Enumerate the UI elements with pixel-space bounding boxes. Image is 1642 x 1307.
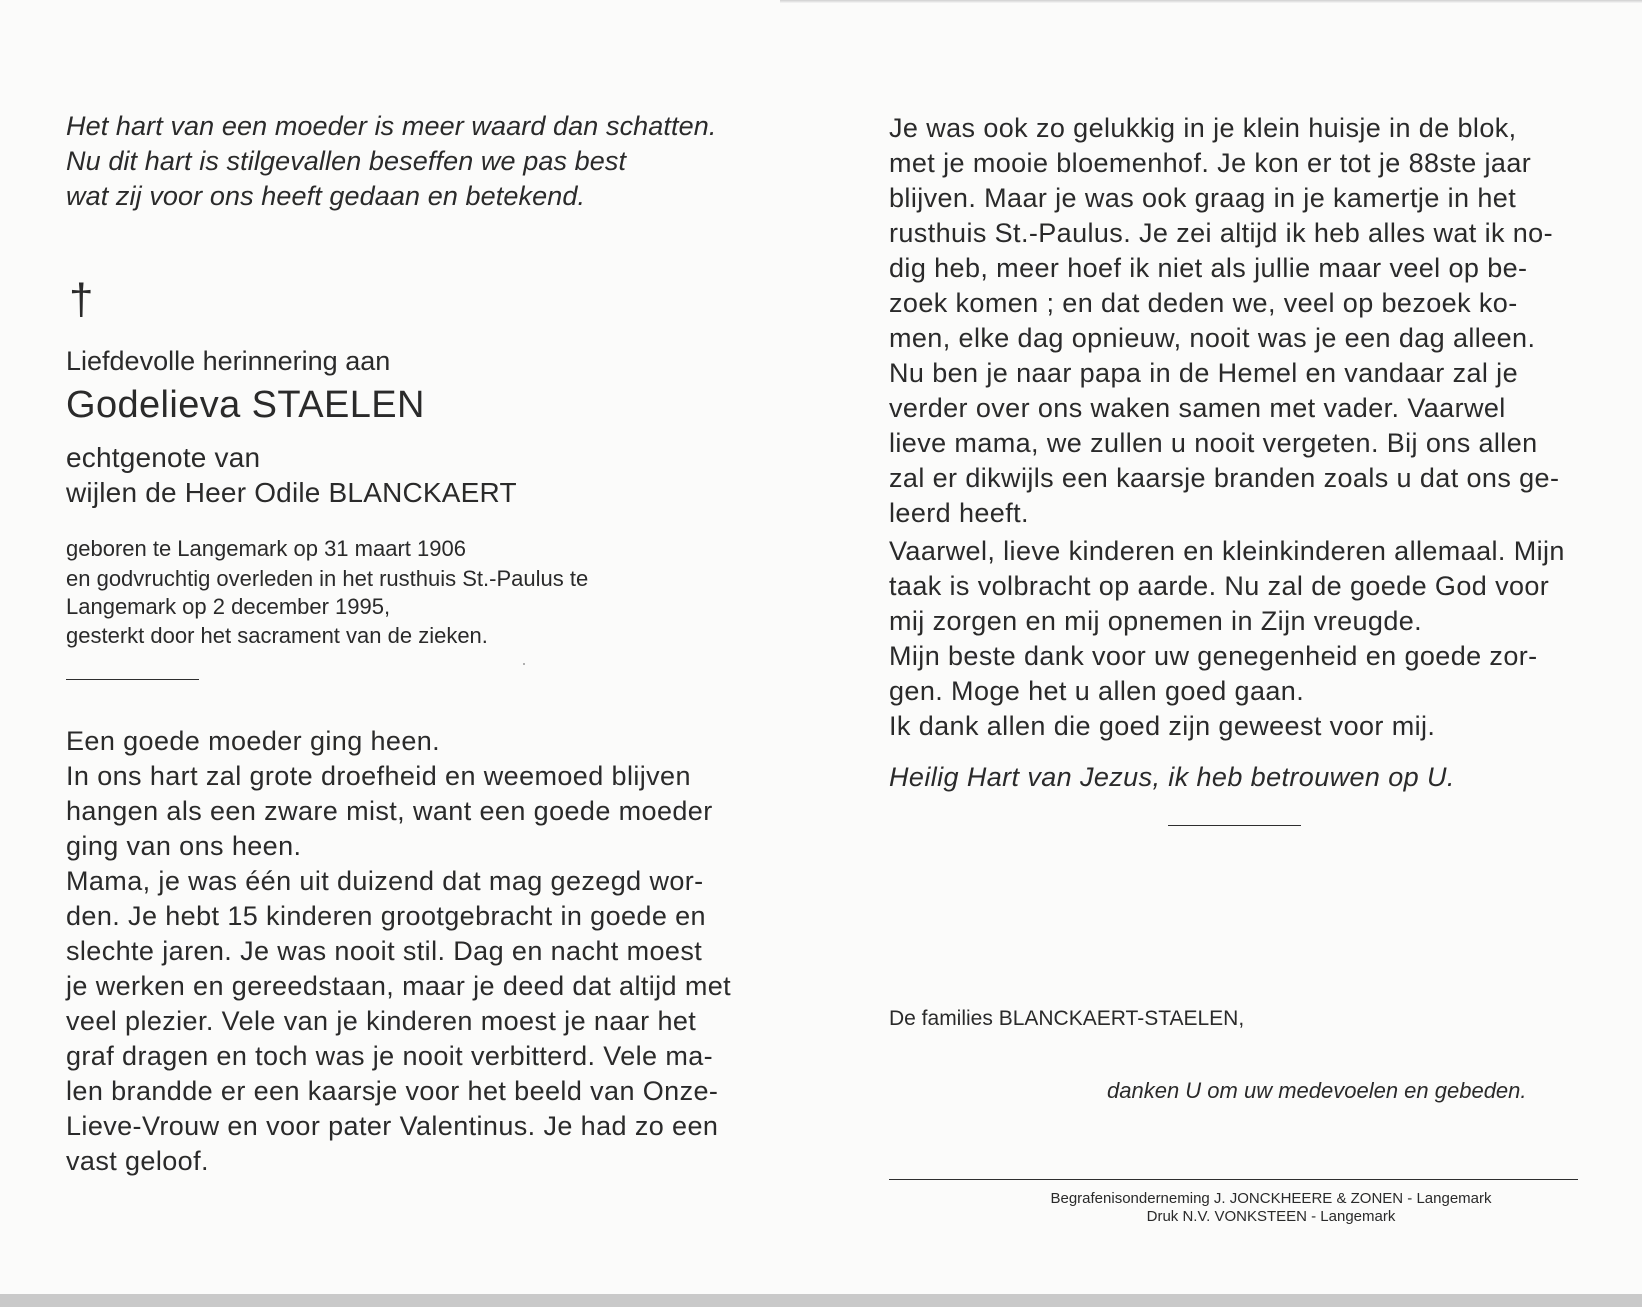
text-line: In ons hart zal grote droefheid en weemoed blijven — [66, 761, 691, 791]
verse-line: Nu dit hart is stilgevallen beseffen we pas best — [66, 146, 627, 176]
text-line: slechte jaren. Je was nooit stil. Dag en nacht moest — [66, 936, 703, 966]
divider — [1168, 825, 1301, 826]
text-line: hangen als een zware mist, want een goede moeder — [66, 796, 713, 826]
text-line: den. Je hebt 15 kinderen grootgebracht in goede en — [66, 901, 706, 931]
speck — [523, 663, 525, 665]
text-line: Je was ook zo gelukkig in je klein huisje in de blok, — [889, 113, 1517, 143]
text-line: veel plezier. Vele van je kinderen moest je naar het — [66, 1006, 697, 1036]
text-line: Ik dank allen die goed zijn geweest voor mij. — [889, 711, 1436, 741]
text-line: Mijn beste dank voor uw genegenheid en goede zor- — [889, 641, 1538, 671]
text-line: dig heb, meer hoef ik niet als jullie maar veel op be- — [889, 253, 1528, 283]
text-line: je werken en gereedstaan, maar je deed dat altijd met — [66, 971, 732, 1001]
detail-line: Langemark op 2 december 1995, — [66, 594, 391, 619]
text-line: ging van ons heen. — [66, 831, 302, 861]
family-signature: De families BLANCKAERT-STAELEN, — [889, 1007, 1245, 1030]
printer-line: Druk N.V. VONKSTEEN - Langemark — [1146, 1208, 1396, 1225]
text-line: mij zorgen en mij opnemen in Zijn vreugde. — [889, 606, 1423, 636]
verse-line: wat zij voor ons heeft gedaan en betekend. — [66, 181, 586, 211]
spouse-line: echtgenote van — [66, 442, 261, 473]
text-line: Vaarwel, lieve kinderen en kleinkinderen allemaal. Mijn — [889, 536, 1565, 566]
text-line: lieve mama, we zullen u nooit vergeten. Bij ons allen — [889, 428, 1538, 458]
text-line: graf dragen en toch was je nooit verbitterd. Vele ma- — [66, 1041, 714, 1071]
text-line: zal er dikwijls een kaarsje branden zoals u dat ons ge- — [889, 463, 1560, 493]
footer-rule — [889, 1179, 1578, 1180]
verse-line: Het hart van een moeder is meer waard dan schatten. — [66, 111, 717, 141]
text-line: Een goede moeder ging heen. — [66, 726, 441, 756]
text-line: len brandde er een kaarsje voor het beeld van Onze- — [66, 1076, 719, 1106]
text-line: zoek komen ; en dat deden we, veel op bezoek ko- — [889, 288, 1518, 318]
memorial-intro: Liefdevolle herinnering aan — [66, 346, 391, 376]
text-line: men, elke dag opnieuw, nooit was je een dag alleen. — [889, 323, 1536, 353]
detail-line: gesterkt door het sacrament van de zieken. — [66, 623, 488, 648]
text-line: rusthuis St.-Paulus. Je zei altijd ik heb alles wat ik no- — [889, 218, 1553, 248]
printer-line: Begrafenisonderneming J. JONCKHEERE & ZONEN - Langemark — [1050, 1190, 1492, 1207]
card-top-edge — [780, 0, 1642, 3]
text-line: met je mooie bloemenhof. Je kon er tot je 88ste jaar — [889, 148, 1532, 178]
detail-line: en godvruchtig overleden in het rusthuis St.-Paulus te — [66, 566, 589, 591]
spouse-line: wijlen de Heer Odile BLANCKAERT — [66, 477, 517, 508]
text-line: Mama, je was één uit duizend dat mag gezegd wor- — [66, 866, 704, 896]
deceased-name: Godelieva STAELEN — [66, 384, 425, 426]
text-line: verder over ons waken samen met vader. Vaarwel — [889, 393, 1506, 423]
text-line: Nu ben je naar papa in de Hemel en vandaar zal je — [889, 358, 1518, 388]
card-bottom-edge — [0, 1294, 1642, 1307]
text-line: gen. Moge het u allen goed gaan. — [889, 676, 1305, 706]
text-line: taak is volbracht op aarde. Nu zal de goede God voor — [889, 571, 1550, 601]
detail-line: geboren te Langemark op 31 maart 1906 — [66, 536, 466, 561]
divider — [66, 679, 199, 680]
cross-icon: † — [69, 275, 94, 324]
text-line: blijven. Maar je was ook graag in je kamertje in het — [889, 183, 1517, 213]
text-line: vast geloof. — [66, 1146, 209, 1176]
text-line: leerd heeft. — [889, 498, 1029, 528]
thanks-line: danken U om uw medevoelen en gebeden. — [1107, 1078, 1527, 1103]
text-line: Lieve-Vrouw en voor pater Valentinus. Je had zo een — [66, 1111, 719, 1141]
prayer-line: Heilig Hart van Jezus, ik heb betrouwen op U. — [889, 762, 1455, 792]
